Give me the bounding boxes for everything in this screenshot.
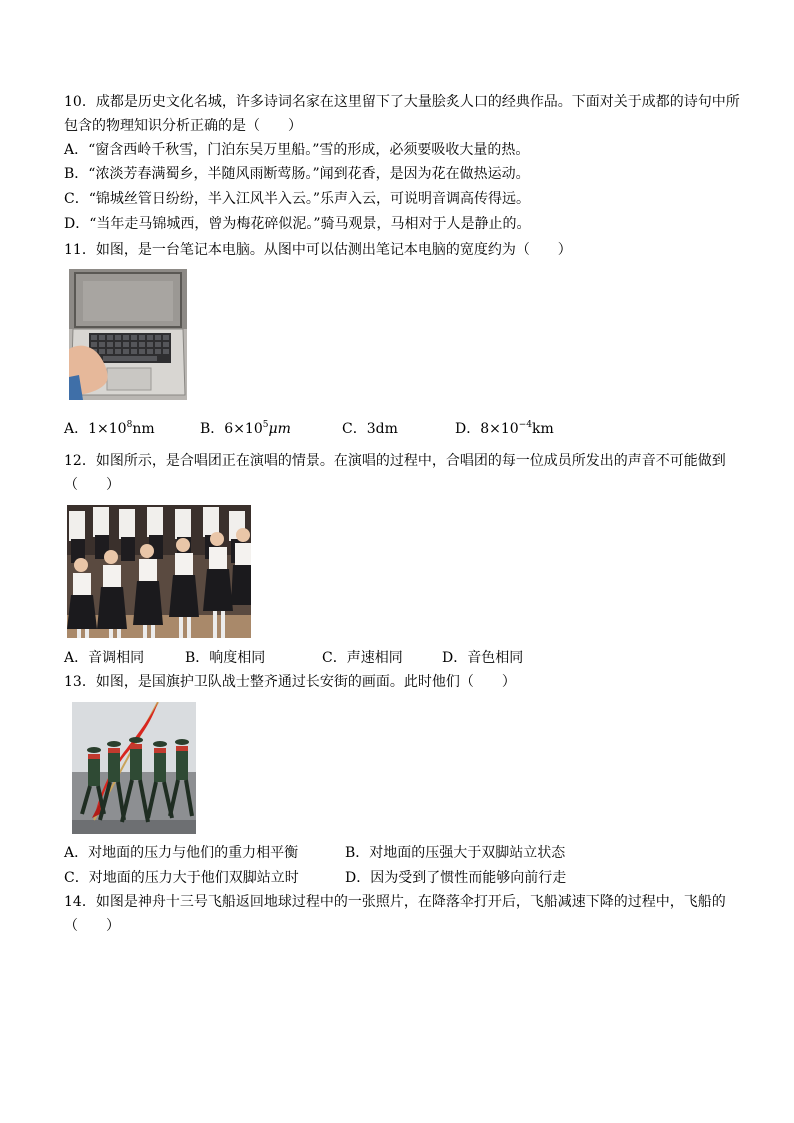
q12-stem-line2: （ ） xyxy=(64,477,120,493)
q13-option-b: B．对地面的压强大于双脚站立状态 xyxy=(345,845,566,861)
q12-stem-line1: 12．如图所示，是合唱团正在演唱的情景。在演唱的过程中，合唱团的每一位成员所发出的声音不可能做到 xyxy=(64,453,726,469)
q12-option-d: D．音色相同 xyxy=(442,650,524,666)
q14-stem-line2: （ ） xyxy=(64,918,120,934)
q10-option-d: D．“当年走马锦城西，曾为梅花碎似泥。”骑马观景，马相对于人是静止的。 xyxy=(64,216,531,232)
q14-stem-line1: 14．如图是神舟十三号飞船返回地球过程中的一张照片，在降落伞打开后，飞船减速下降的过程中，飞船的 xyxy=(64,894,726,910)
q13-option-a: A．对地面的压力与他们的重力相平衡 xyxy=(64,845,299,861)
q12-option-c: C．声速相同 xyxy=(322,650,403,666)
q13-option-c: C．对地面的压力大于他们双脚站立时 xyxy=(64,870,299,886)
q10-option-c: C．“锦城丝管日纷纷，半入江风半入云。”乐声入云，可说明音调高传得远。 xyxy=(64,191,531,207)
q13-option-d: D．因为受到了惯性而能够向前行走 xyxy=(345,870,567,886)
choir-photo xyxy=(67,505,251,638)
q13-stem: 13．如图，是国旗护卫队战士整齐通过长安街的画面。此时他们（ ） xyxy=(64,674,516,690)
q11-stem: 11．如图，是一台笔记本电脑。从图中可以估测出笔记本电脑的宽度约为（ ） xyxy=(64,242,572,258)
q11-option-c: C．3dm xyxy=(342,421,398,437)
q10-stem-line1: 10．成都是历史文化名城，许多诗词名家在这里留下了大量脍炙人口的经典作品。下面对关于成都的诗句中所 xyxy=(64,94,740,110)
q12-option-a: A．音调相同 xyxy=(64,650,145,666)
laptop-photo xyxy=(69,269,187,400)
q10-stem-line2: 包含的物理知识分析正确的是（ ） xyxy=(64,118,302,134)
q11-option-b: B．$6\times 10^5\mu m$ xyxy=(200,420,291,437)
q12-option-b: B．响度相同 xyxy=(185,650,266,666)
q11-option-d: D．$8\times 10^{-4}km$ xyxy=(455,420,554,437)
flag-guard-photo xyxy=(72,702,196,834)
q10-option-a: A．“窗含西岭千秋雪，门泊东吴万里船。”雪的形成，必须要吸收大量的热。 xyxy=(64,142,530,158)
q11-option-a: A．$1\times 10^8nm$ xyxy=(64,420,155,437)
q10-option-b: B．“浓淡芳春满蜀乡，半随风雨断莺肠。”闻到花香，是因为花在做热运动。 xyxy=(64,166,530,182)
